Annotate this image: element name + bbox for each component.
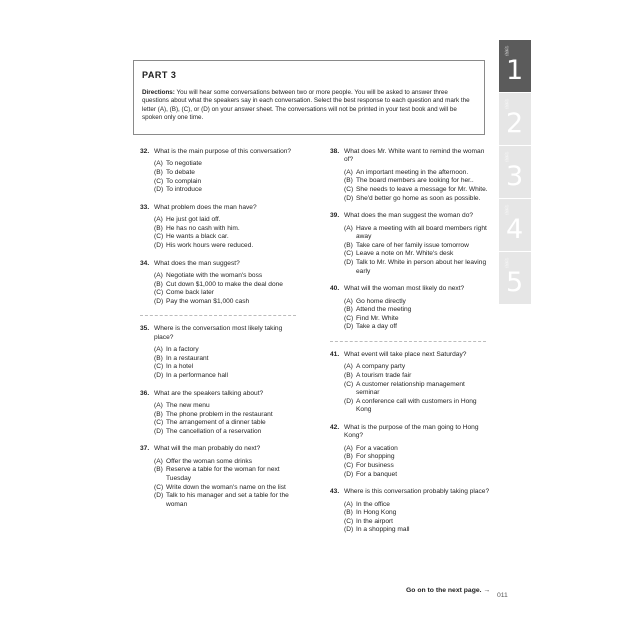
answer-option	[154, 466, 300, 483]
option-text: She'd better go home as soon as possible.	[356, 194, 481, 202]
option-letter: (D)	[154, 492, 164, 500]
answer-option	[344, 381, 490, 398]
question-34	[140, 260, 300, 307]
option-letter: (B)	[154, 354, 163, 362]
option-text: The board members are looking for her..	[356, 177, 474, 185]
answer-option	[344, 315, 490, 324]
question-header	[330, 285, 490, 293]
tab-test-5[interactable]	[499, 252, 531, 304]
tab-number: 5	[506, 267, 524, 298]
question-text: What problem does the man have?	[154, 203, 257, 211]
answer-option	[344, 398, 490, 415]
answer-option	[154, 281, 300, 290]
option-text: In Hong Kong	[356, 509, 397, 517]
answer-options	[330, 501, 490, 535]
option-letter: (B)	[154, 280, 163, 288]
answer-option	[154, 428, 300, 437]
answer-option	[344, 323, 490, 332]
question-header	[330, 424, 490, 441]
question-text: Where is this conversation probably taking place?	[344, 488, 490, 496]
question-header	[140, 148, 300, 156]
option-letter: (D)	[344, 258, 354, 266]
option-text: Attend the meeting	[356, 306, 412, 314]
option-text: The phone problem in the restaurant	[166, 410, 273, 418]
answer-options	[140, 160, 300, 194]
answer-option	[344, 225, 490, 242]
option-text: In a restaurant	[166, 354, 209, 362]
option-letter: (D)	[154, 427, 164, 435]
option-letter: (D)	[154, 186, 164, 194]
option-text: Find Mr. White	[356, 314, 399, 322]
answer-options	[330, 363, 490, 415]
option-letter: (B)	[344, 371, 353, 379]
option-text: She needs to leave a message for Mr. White.	[356, 186, 488, 193]
group-divider	[140, 315, 296, 316]
question-header	[330, 212, 490, 220]
option-text: In the airport	[356, 517, 394, 525]
answer-option	[344, 259, 490, 276]
option-text: Write down the woman's name on the list	[166, 483, 286, 491]
question-header	[140, 325, 300, 342]
option-text: To complain	[166, 177, 202, 185]
answer-option	[154, 402, 300, 411]
question-32	[140, 148, 300, 195]
option-letter: (C)	[344, 517, 354, 525]
answer-option	[344, 177, 490, 186]
answer-options	[140, 346, 300, 380]
option-letter: (B)	[344, 306, 353, 314]
option-text: A conference call with customers in Hong Kong	[356, 397, 477, 414]
question-text: What is the purpose of the man going to Hong Kong?	[344, 423, 479, 440]
option-letter: (D)	[154, 297, 164, 305]
option-text: To debate	[166, 169, 195, 176]
tab-number: 2	[506, 108, 524, 139]
option-letter: (D)	[344, 194, 354, 202]
option-text: Offer the woman some drinks	[166, 457, 252, 465]
tab-number: 3	[506, 161, 524, 192]
answer-option	[344, 298, 490, 307]
question-number: 40.	[330, 285, 340, 293]
directions-text: You will hear some conversations between two or more people. You will be asked to answer three questions about what the speakers say in each conversation. Select the best response to each question and mark the letter (A), (B), (C), or (D) on your answer sheet. The conversations will not be printed in your test book and will be spoken only one time.	[142, 89, 470, 122]
question-40	[330, 285, 490, 332]
option-text: In the office	[356, 500, 390, 508]
question-37	[140, 445, 300, 509]
question-text: What does the man suggest?	[154, 259, 240, 267]
answer-option	[154, 484, 300, 493]
question-text: What will the woman most likely do next?	[344, 285, 465, 293]
option-text: He wants a black car.	[166, 233, 229, 241]
option-text: The arrangement of a dinner table	[166, 419, 266, 427]
answer-option	[154, 492, 300, 509]
option-letter: (B)	[154, 169, 163, 176]
answer-option	[154, 242, 300, 251]
tab-test-2[interactable]	[499, 93, 531, 145]
option-letter: (B)	[344, 177, 353, 185]
question-text: What does the man suggest the woman do?	[344, 212, 474, 220]
answer-option	[154, 233, 300, 242]
answer-options	[330, 169, 490, 203]
answer-option	[154, 178, 300, 187]
answer-options	[330, 445, 490, 479]
question-text: What will the man probably do next?	[154, 445, 261, 453]
answer-option	[154, 298, 300, 307]
answer-option	[344, 509, 490, 518]
answer-option	[344, 462, 490, 471]
option-letter: (A)	[154, 401, 163, 409]
option-text: Pay the woman $1,000 cash	[166, 297, 250, 305]
question-number: 32.	[140, 148, 150, 155]
question-number: 34.	[140, 259, 150, 267]
option-text: Take care of her family issue tomorrow	[356, 241, 469, 249]
option-letter: (C)	[154, 483, 164, 491]
option-text: Talk to Mr. White in person about her leaving early	[356, 258, 487, 275]
option-text: For business	[356, 461, 394, 469]
answer-option	[344, 526, 490, 535]
question-36	[140, 390, 300, 437]
option-letter: (C)	[154, 289, 164, 297]
option-text: To introduce	[166, 186, 202, 194]
answer-option	[154, 355, 300, 364]
answer-options	[140, 402, 300, 436]
option-text: Have a meeting with all board members right away	[356, 224, 487, 241]
tab-label: 실전	[503, 258, 509, 268]
answer-option	[344, 445, 490, 454]
option-text: In a shopping mall	[356, 526, 410, 534]
question-text: What are the speakers talking about?	[154, 389, 264, 397]
option-letter: (D)	[344, 323, 354, 331]
option-text: He has no cash with him.	[166, 224, 240, 232]
option-letter: (B)	[344, 241, 353, 249]
option-letter: (C)	[154, 363, 164, 371]
option-text: Cut down $1,000 to make the deal done	[166, 280, 283, 288]
answer-option	[344, 169, 490, 178]
answer-option	[154, 186, 300, 195]
page-number: 011	[497, 592, 508, 599]
option-text: He just got laid off.	[166, 216, 221, 224]
question-42	[330, 424, 490, 479]
answer-option	[154, 289, 300, 298]
part-title: PART 3	[142, 70, 177, 80]
option-letter: (C)	[344, 380, 354, 388]
option-text: The new menu	[166, 401, 210, 409]
answer-option	[154, 411, 300, 420]
question-text: What does Mr. White want to remind the woman of?	[344, 148, 485, 164]
question-text: What event will take place next Saturday?	[344, 350, 467, 358]
question-number: 36.	[140, 389, 150, 397]
tab-label: 실전	[503, 99, 509, 109]
option-text: A customer relationship management seminar	[356, 380, 465, 397]
question-43	[330, 488, 490, 535]
question-header	[330, 351, 490, 359]
question-number: 43.	[330, 488, 340, 496]
tab-label: 실전	[503, 46, 509, 56]
right-question-column	[330, 148, 490, 544]
answer-options	[330, 225, 490, 277]
question-number: 39.	[330, 212, 340, 220]
option-text: For a vacation	[356, 444, 398, 452]
question-number: 35.	[140, 325, 150, 333]
option-text: A company party	[356, 363, 406, 371]
answer-options	[140, 458, 300, 510]
answer-option	[344, 471, 490, 480]
option-letter: (C)	[344, 461, 354, 469]
answer-option	[344, 363, 490, 372]
option-text: For a banquet	[356, 470, 398, 478]
answer-option	[154, 216, 300, 225]
question-number: 37.	[140, 445, 150, 453]
option-letter: (A)	[154, 346, 163, 354]
question-35	[140, 325, 300, 380]
option-text: Leave a note on Mr. White's desk	[356, 250, 454, 258]
option-text: In a hotel	[166, 363, 194, 371]
answer-option	[154, 160, 300, 169]
option-text: In a factory	[166, 346, 199, 354]
option-text: A tourism trade fair	[356, 371, 412, 379]
question-header	[140, 390, 300, 398]
option-text: The cancellation of a reservation	[166, 427, 262, 435]
answer-option	[344, 306, 490, 315]
answer-option	[154, 225, 300, 234]
option-text: For shopping	[356, 453, 395, 461]
option-text: Reserve a table for the woman for next Tuesday	[166, 466, 280, 482]
option-letter: (A)	[154, 271, 163, 279]
question-header	[330, 488, 490, 496]
option-letter: (D)	[154, 371, 164, 379]
answer-option	[154, 372, 300, 381]
left-question-column	[140, 148, 300, 518]
option-letter: (A)	[344, 500, 353, 508]
question-number: 38.	[330, 148, 340, 155]
question-header	[140, 260, 300, 268]
option-text: Negotiate with the woman's boss	[166, 271, 263, 279]
option-letter: (D)	[344, 526, 354, 534]
answer-option	[344, 372, 490, 381]
tab-test-3[interactable]	[499, 146, 531, 198]
question-header	[140, 445, 300, 453]
option-letter: (A)	[154, 457, 163, 465]
question-number: 42.	[330, 423, 340, 431]
answer-option	[154, 272, 300, 281]
question-text: What is the main purpose of this conversation?	[154, 148, 292, 155]
option-letter: (C)	[344, 314, 354, 322]
answer-option	[344, 518, 490, 527]
option-text: Take a day off	[356, 323, 397, 331]
option-letter: (C)	[344, 186, 354, 193]
tab-test-1[interactable]	[499, 40, 531, 92]
option-text: Go home directly	[356, 297, 406, 305]
answer-option	[344, 242, 490, 251]
option-text: Come back later	[166, 289, 215, 297]
answer-option	[154, 419, 300, 428]
tab-label: 실전	[503, 152, 509, 162]
tab-test-4[interactable]	[499, 199, 531, 251]
option-letter: (A)	[154, 160, 163, 168]
option-letter: (C)	[154, 233, 164, 241]
option-letter: (A)	[344, 297, 353, 305]
tab-number: 4	[506, 214, 524, 245]
option-letter: (A)	[344, 444, 353, 452]
option-letter: (A)	[344, 363, 353, 371]
answer-option	[154, 169, 300, 178]
answer-options	[330, 298, 490, 332]
option-letter: (D)	[154, 241, 164, 249]
question-number: 41.	[330, 350, 340, 358]
answer-option	[154, 363, 300, 372]
option-letter: (B)	[344, 453, 353, 461]
directions-box	[133, 60, 485, 135]
group-divider	[330, 341, 486, 342]
tab-number: 1	[506, 55, 524, 86]
question-39	[330, 212, 490, 276]
option-letter: (D)	[344, 397, 354, 405]
question-number: 33.	[140, 203, 150, 211]
option-text: To negotiate	[166, 160, 202, 168]
option-letter: (D)	[344, 470, 354, 478]
directions-paragraph	[142, 89, 476, 123]
option-letter: (B)	[154, 466, 163, 474]
answer-option	[344, 250, 490, 259]
answer-option	[344, 195, 490, 204]
answer-option	[344, 453, 490, 462]
question-text: Where is the conversation most likely taking place?	[154, 325, 283, 341]
tab-label: 실전	[503, 205, 509, 215]
option-text: His work hours were reduced.	[166, 241, 254, 249]
answer-options	[140, 272, 300, 306]
option-letter: (C)	[154, 419, 164, 427]
answer-options	[140, 216, 300, 250]
question-38	[330, 148, 490, 203]
option-letter: (A)	[344, 168, 353, 176]
question-header	[330, 148, 490, 165]
option-text: Talk to his manager and set a table for the woman	[166, 492, 289, 508]
answer-option	[154, 346, 300, 355]
question-41	[330, 351, 490, 415]
question-header	[140, 204, 300, 212]
answer-option	[344, 186, 490, 195]
answer-option	[344, 501, 490, 510]
option-letter: (C)	[154, 177, 164, 185]
question-33	[140, 204, 300, 251]
option-letter: (C)	[344, 250, 354, 258]
option-letter: (A)	[344, 224, 353, 232]
directions-label: Directions:	[142, 89, 175, 96]
option-text: In a performance hall	[166, 371, 228, 379]
option-letter: (A)	[154, 216, 163, 224]
option-text: An important meeting in the afternoon.	[356, 168, 469, 176]
next-page-note: Go on to the next page. →	[406, 587, 491, 594]
option-letter: (B)	[154, 410, 163, 418]
option-letter: (B)	[154, 224, 163, 232]
option-letter: (B)	[344, 509, 353, 517]
answer-option	[154, 458, 300, 467]
